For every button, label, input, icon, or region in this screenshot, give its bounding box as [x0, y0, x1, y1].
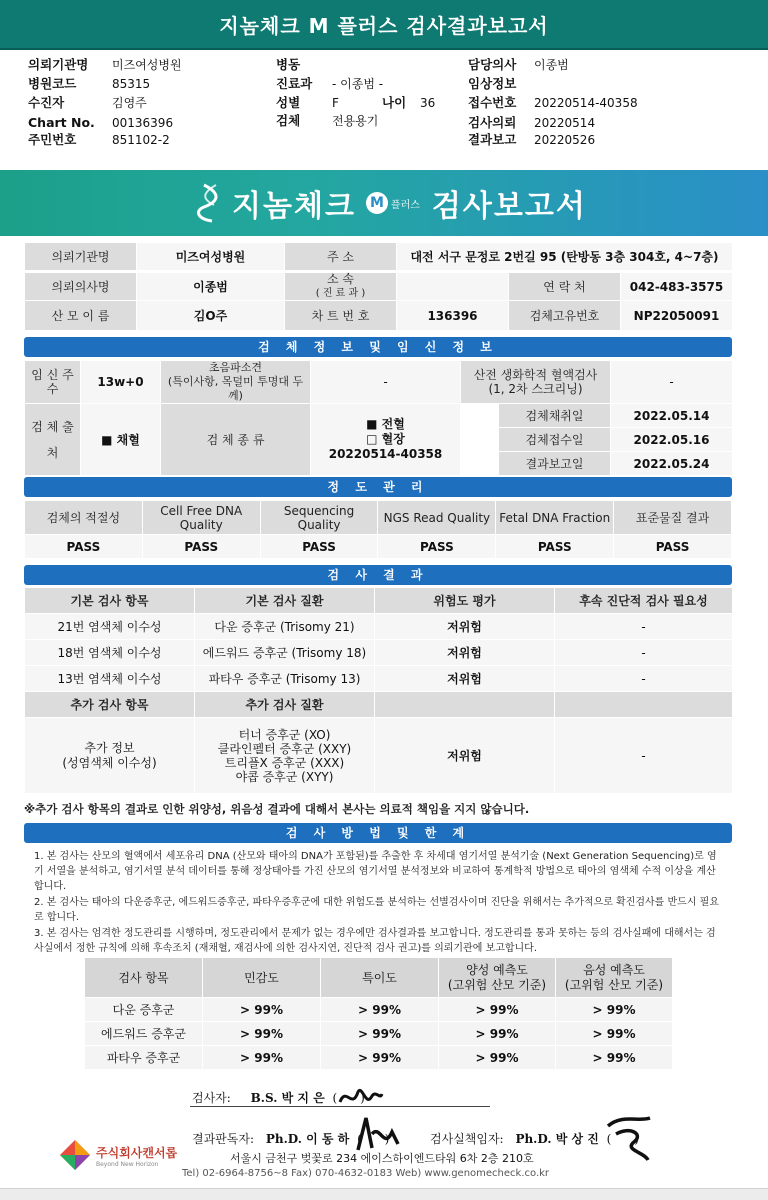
- type-opt2: □ 혈장: [366, 432, 405, 446]
- perf-value: > 99%: [321, 1046, 439, 1070]
- perf-value: > 99%: [203, 1022, 321, 1046]
- perf-value: > 99%: [321, 998, 439, 1022]
- add-disease: 클라인펠터 증후군 (XXY): [217, 741, 352, 756]
- screen-sub: (1, 2차 스크리닝): [488, 382, 583, 396]
- perf-row-name: 파타우 증후군: [85, 1046, 203, 1070]
- qc-value: PASS: [260, 535, 378, 559]
- age-value: 36: [420, 96, 436, 110]
- result-item: 18번 염색체 이수성: [25, 640, 195, 666]
- director-signature: 검사실책임자: Ph.D. 박 상 진 ( ): [430, 1132, 639, 1146]
- qc-value: PASS: [378, 535, 496, 559]
- qc-header: 표준물질 결과: [614, 501, 732, 535]
- qc-header: Sequencing Quality: [260, 501, 378, 535]
- doctor-value: 이종범: [137, 273, 285, 301]
- header-label: 수진자: [28, 95, 65, 110]
- qc-header: Fetal DNA Fraction: [496, 501, 614, 535]
- perf-header-sub: (고위험 산모 기준): [447, 977, 547, 992]
- result-table: [24, 587, 733, 794]
- source-value: ■ 채혈: [81, 404, 161, 476]
- collect-value: 2022.05.14: [611, 404, 733, 428]
- footer-tel: Tel) 02-6964-8756~8 Fax) 070-4632-0183 Web) www.genomecheck.co.kr: [182, 1168, 550, 1179]
- result-header: 위험도 평가: [375, 588, 555, 614]
- result-disease: 에드워드 증후군 (Trisomy 18): [195, 640, 375, 666]
- header-value: 이종범: [534, 58, 569, 72]
- perf-header: 양성 예측도: [466, 962, 528, 977]
- tester-signature: 검사자: B.S. 박 지 은 ( ): [192, 1091, 365, 1105]
- type-opt1: ■ 전혈: [366, 417, 405, 431]
- screen-value: -: [611, 361, 733, 404]
- chart-label: 차 트 번 호: [285, 301, 397, 331]
- banner-plus: 플러스: [390, 199, 420, 211]
- result-risk: 저위험: [375, 614, 555, 640]
- section-method: 검 사 방 법 및 한 계: [24, 823, 732, 843]
- qc-header: Cell Free DNA Quality: [142, 501, 260, 535]
- company-logo: [58, 1138, 177, 1172]
- report-date-value: 2022.05.24: [611, 452, 733, 476]
- result-risk: 저위험: [375, 666, 555, 692]
- mother-value: 김O주: [137, 301, 285, 331]
- header-value: 전용용기: [332, 114, 379, 128]
- collect-label: 검체채취일: [499, 404, 611, 428]
- dept-sub: ( 진 료 과 ): [315, 288, 366, 299]
- perf-header: 특이도: [321, 958, 439, 998]
- perf-value: > 99%: [439, 998, 556, 1022]
- mother-label: 산 모 이 름: [25, 301, 137, 331]
- add-risk: 저위험: [375, 718, 555, 794]
- ga-value: 13w+0: [81, 361, 161, 404]
- perf-value: > 99%: [556, 1022, 673, 1046]
- perf-value: > 99%: [439, 1046, 556, 1070]
- report-date-label: 결과보고일: [499, 452, 611, 476]
- table-row: [25, 666, 733, 692]
- qc-header: NGS Read Quality: [378, 501, 496, 535]
- add-followup: -: [555, 718, 733, 794]
- result-followup: -: [555, 614, 733, 640]
- us-value: -: [311, 361, 461, 404]
- sample-id-label: 검체고유번호: [509, 301, 621, 331]
- header-value: 김영주: [112, 96, 147, 110]
- dna-logo-icon: [196, 181, 226, 225]
- doctor-label: 의뢰의사명: [25, 273, 137, 301]
- perf-value: > 99%: [203, 1046, 321, 1070]
- result-disease: 파타우 증후군 (Trisomy 13): [195, 666, 375, 692]
- footer-address: 서울시 금천구 벚꽃로 234 에이스하이엔드타워 6차 2층 210호: [230, 1152, 534, 1165]
- reviewer-signature: 결과판독자: Ph.D. 이 동 하 ( ): [192, 1132, 390, 1146]
- result-disclaimer: ※추가 검사 항목의 결과로 인한 위양성, 위음성 결과에 대해서 본사는 의료적 책임을 지지 않습니다.: [24, 802, 530, 816]
- banner-brand: 지놈체크: [232, 189, 356, 224]
- add-disease: 터너 증후군 (XO): [238, 727, 331, 742]
- qc-value: PASS: [614, 535, 732, 559]
- chart-value: 136396: [397, 301, 509, 331]
- result-disease: 다운 증후군 (Trisomy 21): [195, 614, 375, 640]
- result-followup: -: [555, 640, 733, 666]
- receive-label: 검체접수일: [499, 428, 611, 452]
- report-banner: [0, 170, 768, 236]
- qc-header: 검체의 적절성: [25, 501, 143, 535]
- result-item: 13번 염색체 이수성: [25, 666, 195, 692]
- us-label: 초음파소견: [208, 361, 263, 374]
- add-disease: 야콥 증후군 (XYY): [235, 769, 334, 784]
- method-text: [34, 849, 724, 957]
- director-name: Ph.D. 박 상 진: [515, 1132, 599, 1146]
- type-id: 20220514-40358: [328, 447, 443, 461]
- header-label: Chart No.: [28, 115, 95, 130]
- result-followup: -: [555, 666, 733, 692]
- us-sub: (특이사항, 목덜미 투명대 두께): [167, 375, 304, 402]
- perf-value: > 99%: [556, 1046, 673, 1070]
- result-header: 후속 진단적 검사 필요성: [555, 588, 733, 614]
- section-result: 검 사 결 과: [24, 565, 732, 585]
- director-signature-mark-icon: [604, 1112, 656, 1162]
- header-value: 미즈여성병원: [112, 58, 182, 72]
- header-label: 검사의뢰: [468, 115, 517, 130]
- method-paragraph: 2. 본 검사는 태아의 다운증후군, 에드워드증후군, 파타우증후군에 대한 위험도를 분석하는 선별검사이며 진단을 위해서는 추가적으로 확진검사를 반드시 필요로 합니다.: [34, 897, 719, 923]
- header-label: 임상정보: [468, 76, 517, 91]
- perf-header: 검사 항목: [85, 958, 203, 998]
- add-disease: 트리플X 증후군 (XXX): [224, 755, 345, 770]
- header-label: 병동: [276, 57, 301, 72]
- org-label: 의뢰기관명: [25, 243, 137, 271]
- add-header: 추가 검사 질환: [195, 692, 375, 718]
- qc-value: PASS: [25, 535, 143, 559]
- specimen-table: [24, 360, 733, 476]
- table-row: [85, 998, 673, 1022]
- header-value: - 이종범 -: [332, 77, 384, 91]
- add-item: 추가 정보: [84, 740, 135, 755]
- header-label: 병원코드: [28, 76, 77, 91]
- header-value: 20220526: [534, 133, 596, 147]
- banner-title: 검사보고서: [431, 189, 587, 224]
- header-label: 성별: [276, 95, 301, 110]
- reviewer-label: 결과판독자:: [192, 1132, 255, 1146]
- perf-value: > 99%: [321, 1022, 439, 1046]
- header-value: F: [332, 96, 339, 110]
- banner-m-badge: M: [366, 192, 388, 214]
- requester-info-table-2: [24, 272, 733, 331]
- org-value: 미즈여성병원: [137, 243, 285, 271]
- perf-header-sub: (고위험 산모 기준): [564, 977, 664, 992]
- reviewer-name: Ph.D. 이 동 하: [265, 1132, 350, 1146]
- addr-label: 주 소: [285, 243, 397, 271]
- receive-value: 2022.05.16: [611, 428, 733, 452]
- table-row: [25, 718, 733, 794]
- header-value: 20220514: [534, 116, 596, 130]
- requester-info-table: [24, 242, 733, 271]
- table-row: [85, 1046, 673, 1070]
- age-label: 나이: [382, 95, 407, 110]
- header-value: 00136396: [112, 116, 174, 130]
- method-paragraph: 1. 본 검사는 산모의 혈액에서 세포유리 DNA (산모와 태아의 DNA가 포함된)를 추출한 후 차세대 염기서열 분석기술 (Next Generation Sequencing)로 염기 서열을 분석하고, 염기서열 분석 데이터를 통해 정상태아를 가진 산모의 염기서열 분석정보와 비교하여 통계학적 방법으로 태아의 염색체 수적 이상을 계산합니다.: [34, 851, 717, 892]
- header-label: 결과보고: [468, 132, 517, 147]
- perf-row-name: 다운 증후군: [85, 998, 203, 1022]
- perf-row-name: 에드워드 증후군: [85, 1022, 203, 1046]
- perf-value: > 99%: [203, 998, 321, 1022]
- qc-value: PASS: [496, 535, 614, 559]
- bottom-scroll-bar[interactable]: [0, 1188, 768, 1200]
- header-label: 접수번호: [468, 95, 517, 110]
- section-qc: 정 도 관 리: [24, 477, 732, 497]
- source-label: 검 체 출 처: [25, 404, 81, 476]
- screen-label: 산전 생화학적 혈액검사: [473, 368, 598, 382]
- contact-value: 042-483-3575: [621, 273, 733, 301]
- header-label: 검체: [276, 113, 301, 128]
- qc-value: PASS: [142, 535, 260, 559]
- header-label: 진료과: [276, 76, 313, 91]
- type-label: 검 체 종 류: [161, 404, 311, 476]
- dept-value: [397, 273, 509, 301]
- addr-value: 대전 서구 문정로 2번길 95 (탄방동 3층 304호, 4~7층): [397, 243, 733, 271]
- table-row: [25, 614, 733, 640]
- sample-id-value: NP22050091: [621, 301, 733, 331]
- section-specimen: 검 체 정 보 및 임 신 정 보: [24, 337, 732, 357]
- dept-label: 소 속: [327, 272, 354, 286]
- perf-header: 음성 예측도: [583, 962, 645, 977]
- add-header: 추가 검사 항목: [25, 692, 195, 718]
- header-label: 주민번호: [28, 132, 77, 147]
- perf-value: > 99%: [439, 1022, 556, 1046]
- tester-name: B.S. 박 지 은: [250, 1091, 325, 1105]
- method-paragraph: 3. 본 검사는 엄격한 정도관리를 시행하며, 정도관리에서 문제가 없는 경우에만 검사결과를 보고합니다. 정도관리를 통과 못하는 등의 검사실패에 대해서는 검사실에서 정한 규칙에 의해 후속조치 (재채혈, 재검사에 의한 검사지연, 진단적 검사 권고)를 의뢰기관에 보고합니다.: [34, 928, 716, 954]
- performance-table: [84, 957, 673, 1070]
- director-label: 검사실책임자:: [430, 1132, 504, 1146]
- header-label: 의뢰기관명: [28, 57, 89, 72]
- company-tagline: Beyond New Horizon: [96, 1161, 159, 1168]
- result-header: 기본 검사 항목: [25, 588, 195, 614]
- header-value: 20220514-40358: [534, 96, 638, 110]
- tester-signature-mark-icon: [336, 1080, 384, 1116]
- report-title: 지놈체크 M 플러스 검사결과보고서: [0, 0, 768, 50]
- contact-label: 연 락 처: [509, 273, 621, 301]
- result-risk: 저위험: [375, 640, 555, 666]
- tester-label: 검사자:: [192, 1091, 231, 1105]
- header-label: 담당의사: [468, 57, 517, 72]
- add-item-sub: (성염색체 이수성): [62, 755, 157, 770]
- qc-table: [24, 500, 732, 559]
- header-value: 85315: [112, 77, 151, 91]
- table-row: [85, 1022, 673, 1046]
- result-header: 기본 검사 질환: [195, 588, 375, 614]
- company-logo-icon: [58, 1138, 92, 1172]
- perf-header: 민감도: [203, 958, 321, 998]
- company-name: 주식회사캔서롭: [96, 1146, 178, 1160]
- perf-value: > 99%: [556, 998, 673, 1022]
- result-item: 21번 염색체 이수성: [25, 614, 195, 640]
- signature-line: [190, 1106, 490, 1107]
- header-value: 851102-2: [112, 133, 170, 147]
- reviewer-signature-mark-icon: [352, 1114, 402, 1154]
- table-row: [25, 640, 733, 666]
- ga-label: 임 신 주 수: [25, 361, 81, 404]
